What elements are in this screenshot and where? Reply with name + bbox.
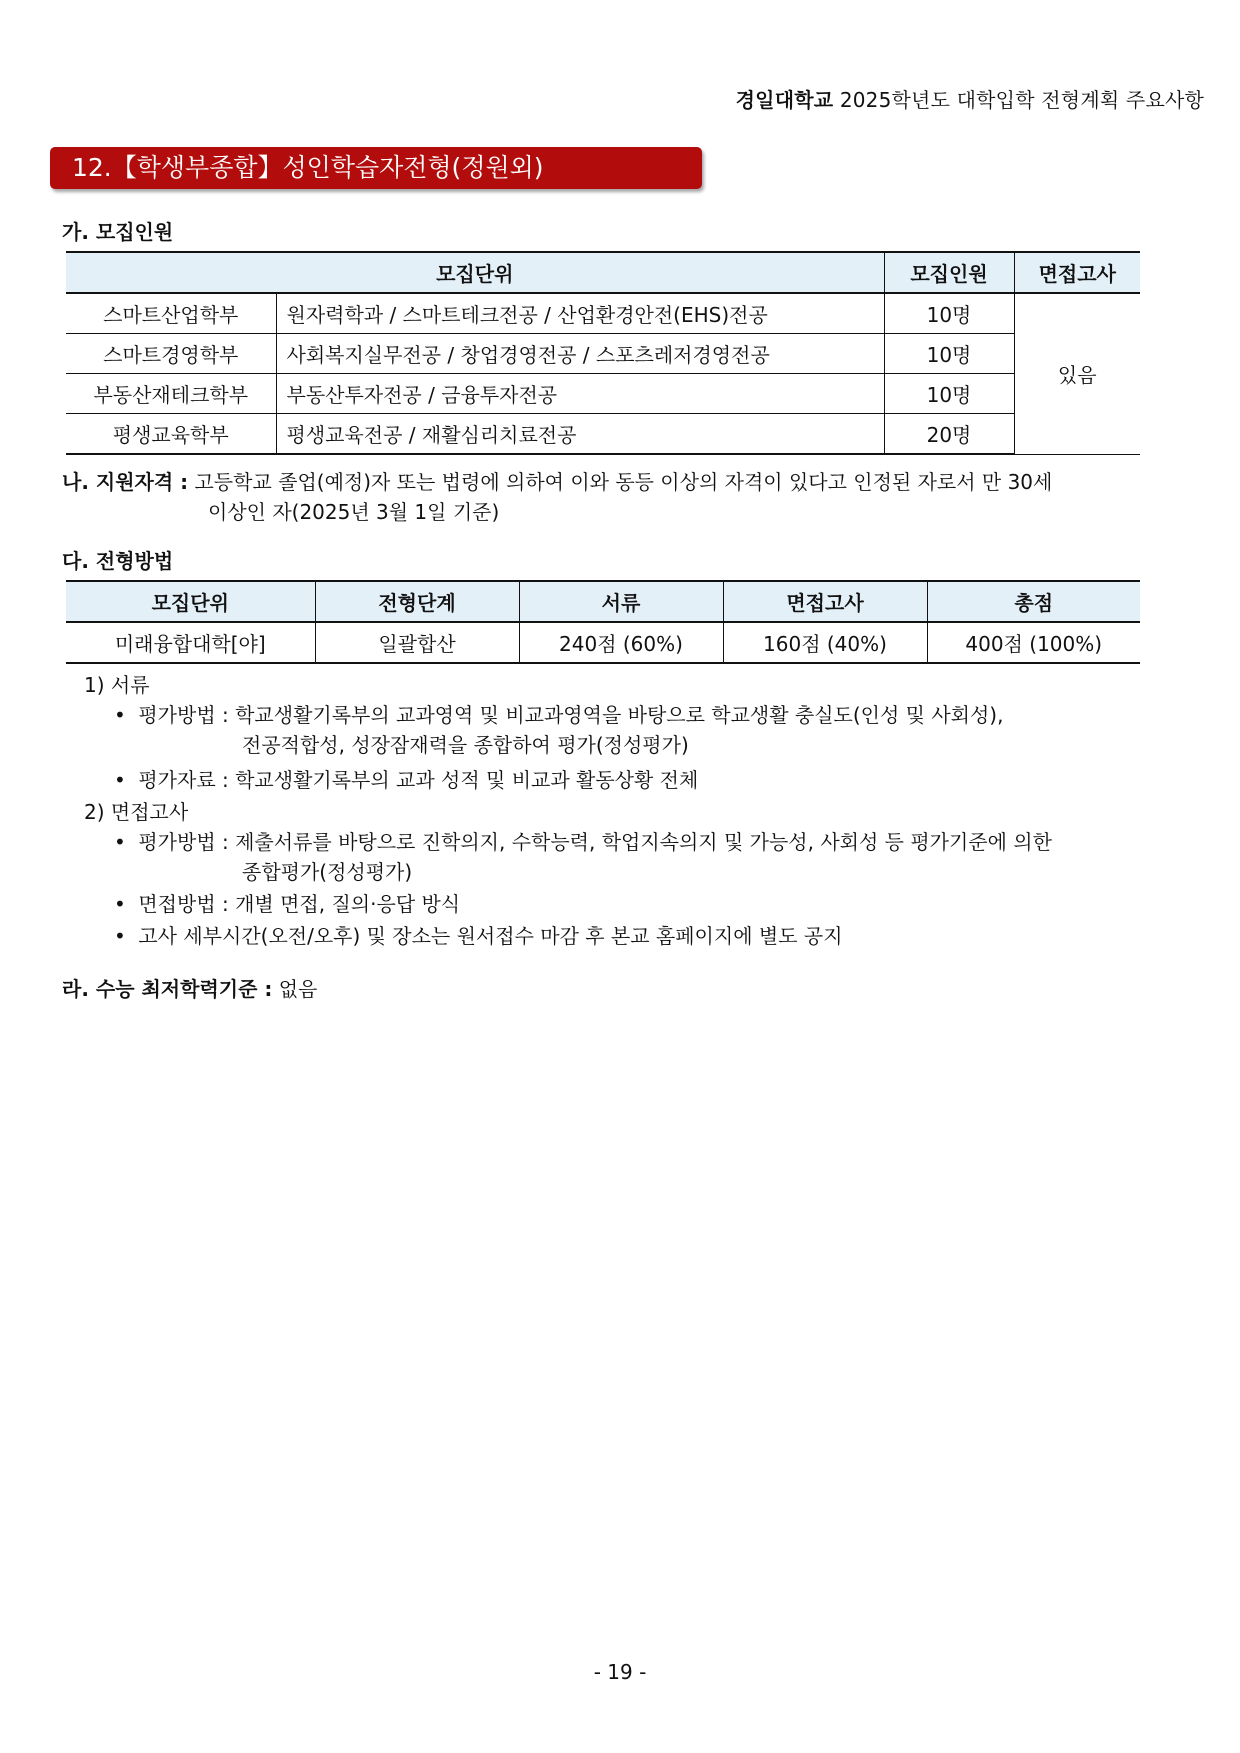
total-cell: 400점 (100%) — [927, 622, 1140, 663]
section-title-banner: 12.【학생부종합】성인학습자전형(정원외) — [50, 147, 702, 189]
documents-cell: 240점 (60%) — [519, 622, 723, 663]
bullet-icon: • — [114, 830, 126, 854]
stage-cell: 일괄합산 — [315, 622, 519, 663]
min-standard-label: 라. 수능 최저학력기준 : — [62, 977, 273, 1001]
header-count: 모집인원 — [884, 252, 1014, 293]
table-row — [66, 414, 1140, 455]
item2-notice — [114, 921, 843, 951]
item2-title: 2) 면접고사 — [84, 800, 189, 824]
table-header-row — [66, 581, 1140, 622]
eligibility-text2: 이상인 자(2025년 3월 1일 기준) — [208, 500, 500, 524]
table-row — [66, 334, 1140, 374]
heading-method: 다. 전형방법 — [62, 549, 174, 573]
interview-cell: 160점 (40%) — [723, 622, 927, 663]
table-row — [66, 293, 1140, 334]
item1-method-line2: 전공적합성, 성장잠재력을 종합하여 평가(정성평가) — [242, 733, 689, 757]
count-cell: 20명 — [884, 414, 1014, 455]
eligibility-text1: 고등학교 졸업(예정)자 또는 법령에 의하여 이와 동등 이상의 자격이 있다고 인정된 자로서 만 30세 — [194, 470, 1053, 494]
bullet-icon: • — [114, 768, 126, 792]
item2-method-label: 평가방법 : — [138, 830, 229, 854]
count-cell: 10명 — [884, 374, 1014, 414]
item2-notice-text: 고사 세부시간(오전/오후) 및 장소는 원서접수 마감 후 본교 홈페이지에 별도 공지 — [138, 924, 843, 948]
method-table — [66, 580, 1140, 664]
count-cell: 10명 — [884, 334, 1014, 374]
item1-method — [114, 700, 1003, 730]
min-standard-value: 없음 — [278, 977, 318, 1001]
header-subtitle: 2025학년도 대학입학 전형계획 주요사항 — [839, 88, 1204, 112]
header-unit: 모집단위 — [66, 252, 884, 293]
item2-method-line2: 종합평가(정성평가) — [242, 860, 413, 884]
header-total: 총점 — [927, 581, 1140, 622]
table-header-row — [66, 252, 1140, 293]
item2-method-line1: 제출서류를 바탕으로 진학의지, 수학능력, 학업지속의지 및 가능성, 사회성 등 평가기준에 의한 — [235, 830, 1052, 854]
dept-cell: 스마트경영학부 — [66, 334, 276, 374]
bullet-icon: • — [114, 892, 126, 916]
bullet-icon: • — [114, 924, 126, 948]
interview-cell: 있음 — [1014, 293, 1140, 454]
eligibility-line1 — [62, 467, 1162, 497]
header-interview: 면접고사 — [1014, 252, 1140, 293]
page-header — [736, 84, 1204, 113]
header-interview: 면접고사 — [723, 581, 927, 622]
majors-cell: 원자력학과 / 스마트테크전공 / 산업환경안전(EHS)전공 — [276, 293, 884, 334]
majors-cell: 부동산투자전공 / 금융투자전공 — [276, 374, 884, 414]
header-stage: 전형단계 — [315, 581, 519, 622]
count-cell: 10명 — [884, 293, 1014, 334]
item1-title: 1) 서류 — [84, 673, 150, 697]
unit-cell: 미래융합대학[야] — [66, 622, 315, 663]
table-row — [66, 374, 1140, 414]
header-unit: 모집단위 — [66, 581, 315, 622]
page-number: - 19 - — [593, 1660, 647, 1684]
header-documents: 서류 — [519, 581, 723, 622]
item2-interview-text: 개별 면접, 질의·응답 방식 — [235, 892, 461, 916]
majors-cell: 평생교육전공 / 재활심리치료전공 — [276, 414, 884, 455]
item1-material-text: 학교생활기록부의 교과 성적 및 비교과 활동상황 전체 — [235, 768, 699, 792]
table-row — [66, 622, 1140, 663]
bullet-icon: • — [114, 703, 126, 727]
item1-method-label: 평가방법 : — [138, 703, 229, 727]
item2-interview-label: 면접방법 : — [138, 892, 229, 916]
recruitment-table — [66, 251, 1140, 455]
min-standard — [62, 973, 317, 1002]
header-school: 경일대학교 — [735, 88, 834, 112]
item1-method-line1: 학교생활기록부의 교과영역 및 비교과영역을 바탕으로 학교생활 충실도(인성 및 사회성), — [235, 703, 1004, 727]
heading-recruitment: 가. 모집인원 — [62, 220, 174, 244]
item1-material — [114, 765, 698, 795]
dept-cell: 평생교육학부 — [66, 414, 276, 455]
item2-method — [114, 827, 1052, 857]
item2-interview — [114, 889, 460, 919]
dept-cell: 스마트산업학부 — [66, 293, 276, 334]
eligibility-label: 나. 지원자격 : — [62, 470, 189, 494]
dept-cell: 부동산재테크학부 — [66, 374, 276, 414]
majors-cell: 사회복지실무전공 / 창업경영전공 / 스포츠레저경영전공 — [276, 334, 884, 374]
item1-material-label: 평가자료 : — [138, 768, 229, 792]
eligibility — [62, 467, 1162, 527]
